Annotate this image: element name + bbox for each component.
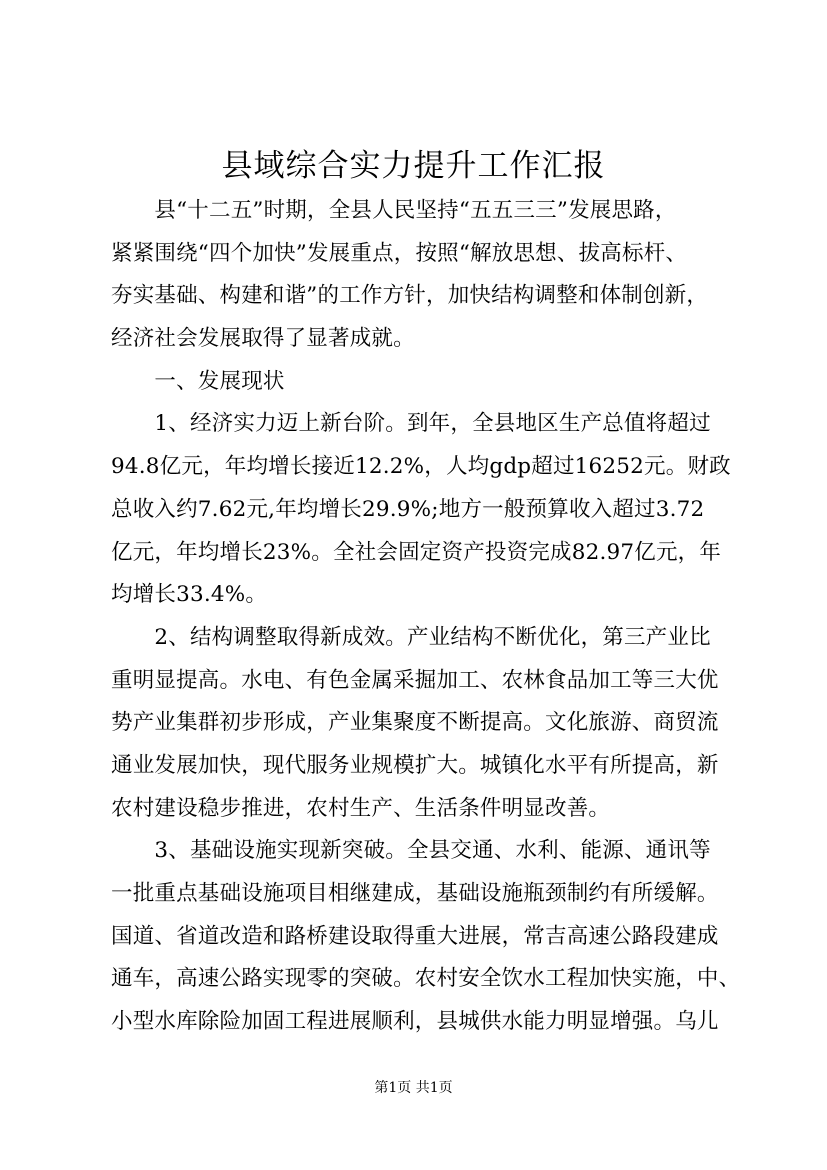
body-text-line: 通车，高速公路实现零的突破。农村安全饮水工程加快实施，中、 bbox=[111, 966, 741, 992]
body-text-line: 重明显提高。水电、有色金属采掘加工、农林食品加工等三大优 bbox=[111, 667, 719, 693]
body-text-line: 国道、省道改造和路桥建设取得重大进展，常吉高速公路段建成 bbox=[111, 923, 719, 949]
body-text-line: 农村建设稳步推进，农村生产、生活条件明显改善。 bbox=[111, 795, 611, 821]
document-body bbox=[111, 190, 751, 1044]
document-title: 县域综合实力提升工作汇报 bbox=[221, 148, 606, 184]
body-text-line: 夯实基础、构建和谐”的工作方针，加快结构调整和体制创新， bbox=[111, 283, 709, 309]
body-text-line: 一批重点基础设施项目相继建成，基础设施瓶颈制约有所缓解。 bbox=[111, 881, 719, 906]
body-text-line: 紧紧围绕“四个加快”发展重点，按照“解放思想、拔高标杆、 bbox=[111, 240, 688, 266]
body-text-line: 均增长33.4%。 bbox=[111, 582, 268, 608]
body-text-line: 1、经济实力迈上新台阶。到年，全县地区生产总值将超过 bbox=[111, 411, 711, 437]
body-text-line: 县“十二五”时期，全县人民坚持“五五三三”发展思路， bbox=[111, 198, 677, 223]
body-text-line: 通业发展加快，现代服务业规模扩大。城镇化水平有所提高，新 bbox=[111, 752, 719, 778]
body-text-line: 2、结构调整取得新成效。产业结构不断优化，第三产业比 bbox=[111, 624, 711, 650]
body-text-line: 势产业集群初步形成，产业集聚度不断提高。文化旅游、商贸流 bbox=[111, 710, 719, 736]
body-text-line: 亿元，年均增长23%。全社会固定资产投资完成82.97亿元，年 bbox=[111, 539, 722, 565]
body-text-line: 94.8亿元，年均增长接近12.2%，人均gdp超过16252元。财政 bbox=[111, 454, 731, 480]
body-text-line: 小型水库除险加固工程进展顺利，县城供水能力明显增强。乌儿 bbox=[111, 1009, 719, 1035]
body-text-line: 总收入约7.62元,年均增长29.9%;地方一般预算收入超过3.72 bbox=[111, 496, 705, 522]
body-text-line: 3、基础设施实现新突破。全县交通、水利、能源、通讯等 bbox=[111, 838, 711, 864]
body-text-line: 一、发展现状 bbox=[111, 368, 285, 394]
page-footer: 第1页 共1页 bbox=[374, 1080, 453, 1096]
body-text-line: 经济社会发展取得了显著成就。 bbox=[111, 326, 415, 352]
